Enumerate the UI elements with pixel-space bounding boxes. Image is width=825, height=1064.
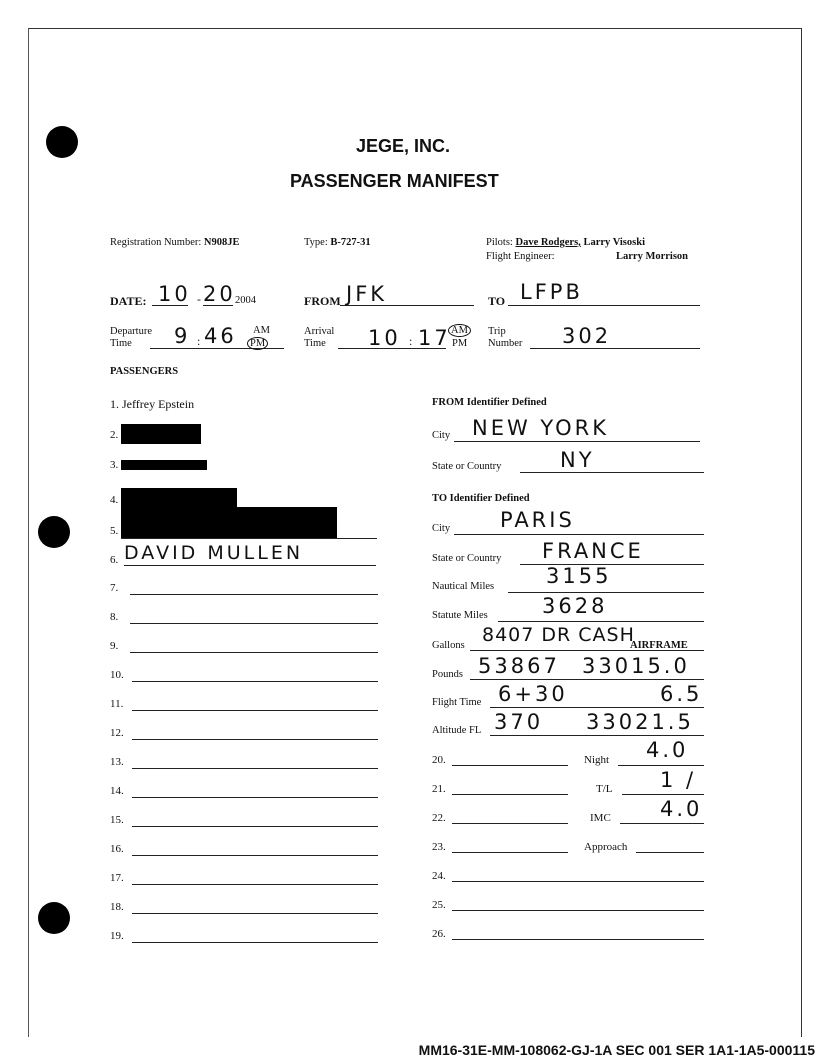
trip-label-1: Trip [488,326,506,337]
registration-label: Registration Number: [110,237,202,248]
from-value: JFK [346,282,388,306]
from-label: FROM [304,294,341,308]
imc-value: 4.0 [660,797,703,821]
passenger-num: 3. [110,459,119,471]
altitude: 370 [494,710,544,734]
statute-miles: 3628 [542,594,608,618]
passenger-1: 1. Jeffrey Epstein [110,397,195,411]
pilots [486,237,645,248]
punch-hole [38,902,70,934]
from-state-label: State or Country [432,461,502,472]
departure-hour: 9 [174,324,191,348]
statute-miles-label: Statute Miles [432,610,488,621]
from-identifier-heading: FROM Identifier Defined [432,397,547,408]
redaction-bar [121,507,337,539]
pounds: 53867 [478,654,560,678]
departure-pm-circled: PM [247,337,268,350]
pilot-1: Dave Rodgers, [515,237,581,248]
to-state: FRANCE [542,539,644,563]
departure-label-1: Departure [110,326,152,337]
to-identifier-heading: TO Identifier Defined [432,493,530,504]
to-value: LFPB [520,280,583,304]
company-name: JEGE, INC. [356,136,451,156]
to-city: PARIS [500,508,575,532]
nautical-miles-label: Nautical Miles [432,581,495,592]
altitude-label: Altitude FL [432,725,482,736]
flight-time: 6+30 [498,682,568,706]
airframe-label: AIRFRAME [630,640,688,651]
altitude-airframe: 33021.5 [586,710,694,734]
pounds-airframe: 33015.0 [582,654,690,678]
trip-number: 302 [562,324,612,348]
date-month: 10 [158,282,191,306]
registration-value: N908JE [203,237,240,248]
passengers-heading: PASSENGERS [110,366,179,377]
pilot-2: Larry Visoski [583,237,645,248]
date-day: 20 [203,282,236,306]
to-city-label: City [432,523,451,534]
passenger-6-name: DAVID MULLEN [124,542,304,564]
registration [110,237,240,248]
flight-time-airframe: 6.5 [660,682,703,706]
redaction-bar [121,460,207,470]
pilots-label: Pilots: [486,237,513,248]
arrival-pm: PM [452,338,468,349]
document-title: PASSENGER MANIFEST [290,171,499,191]
tl-value: 1 / [660,768,697,792]
redaction-bar [121,424,201,444]
flight-time-label: Flight Time [432,697,482,708]
pounds-label: Pounds [432,669,463,680]
arrival-label-2: Time [304,338,326,349]
arrival-label-1: Arrival [304,326,335,337]
punch-hole [38,516,70,548]
passenger-num: 5. [110,525,119,537]
trip-label-2: Number [488,338,523,349]
arrival-am-circled: AM [448,324,471,337]
passenger-num: 6. [110,554,119,566]
arrival-hour: 10 [368,326,401,350]
aircraft-type [304,237,371,248]
passenger-num: 2. [110,429,119,441]
to-label: TO [488,294,506,308]
from-state: NY [560,448,595,472]
redaction-bar [121,488,237,508]
passenger-num: 4. [110,494,119,506]
from-city-label: City [432,430,451,441]
arrival-minute: 17 [418,326,451,350]
type-value: B-727-31 [330,237,371,248]
departure-label-2: Time [110,338,132,349]
flight-engineer: Larry Morrison [616,251,689,262]
gallons-label: Gallons [432,640,465,651]
departure-minute: 46 [204,324,237,348]
gallons: 8407 DR CASH [482,624,635,646]
flight-engineer-label: Flight Engineer: [486,251,555,262]
to-state-label: State or Country [432,553,502,564]
punch-hole [46,126,78,158]
from-city: NEW YORK [472,416,609,440]
nautical-miles: 3155 [546,564,612,588]
departure-am: AM [253,325,270,336]
date-year: 2004 [235,295,256,306]
type-label: Type: [304,237,328,248]
document-id-footer: MM16-31E-MM-108062-GJ-1A SEC 001 SER 1A1-1A5-000115 [418,1042,815,1058]
date-label: DATE: [110,294,147,308]
night-value: 4.0 [646,738,689,762]
